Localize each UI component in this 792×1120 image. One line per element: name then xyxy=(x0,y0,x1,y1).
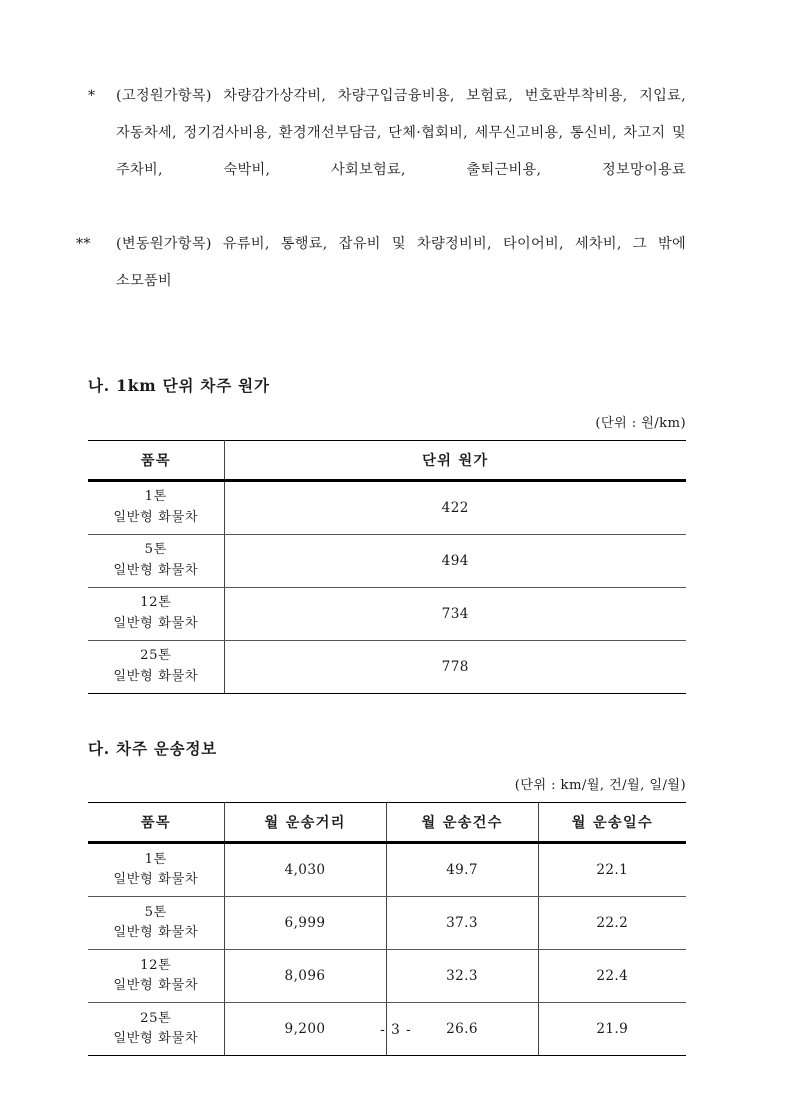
item-vehicle-type: 일반형 화물차 xyxy=(113,668,199,684)
cell-monthly-trips: 26.6 xyxy=(386,1003,538,1056)
cost-item-notes xyxy=(76,78,686,337)
cell-monthly-trips: 49.7 xyxy=(386,843,538,897)
item-tonnage: 25톤 xyxy=(140,1010,172,1026)
section-heading-transport-info: 다. 차주 운송정보 xyxy=(88,738,218,758)
column-header-item: 품목 xyxy=(88,803,224,843)
table-row xyxy=(88,897,686,950)
table-row xyxy=(88,534,686,587)
cell-unit-cost: 422 xyxy=(224,480,686,534)
cell-unit-cost: 494 xyxy=(224,534,686,587)
cell-monthly-days: 21.9 xyxy=(538,1003,686,1056)
unit-cost-table xyxy=(88,440,686,694)
cell-item xyxy=(88,950,224,1003)
note-variable-cost-items xyxy=(76,226,686,337)
cell-monthly-distance: 8,096 xyxy=(224,950,386,1003)
item-tonnage: 5톤 xyxy=(144,904,167,920)
item-tonnage: 5톤 xyxy=(144,542,167,558)
cell-monthly-days: 22.2 xyxy=(538,897,686,950)
note-marker-single-asterisk: * xyxy=(88,88,96,104)
note-marker-double-asterisk: ** xyxy=(76,236,91,252)
cell-unit-cost: 734 xyxy=(224,587,686,640)
unit-note-transport-info: (단위 : km/월, 건/월, 일/월) xyxy=(514,778,686,794)
item-vehicle-type: 일반형 화물차 xyxy=(113,872,199,888)
item-tonnage: 25톤 xyxy=(140,648,172,664)
cell-item xyxy=(88,640,224,693)
table-row xyxy=(88,480,686,534)
cell-item xyxy=(88,534,224,587)
cell-monthly-distance: 9,200 xyxy=(224,1003,386,1056)
note-fixed-cost-items xyxy=(88,78,686,226)
page-content xyxy=(76,78,686,1056)
table-row xyxy=(88,843,686,897)
table-row xyxy=(88,587,686,640)
page-number: - 3 - xyxy=(380,1022,412,1038)
section-heading-unit-cost: 나. 1km 단위 차주 원가 xyxy=(88,376,270,395)
table-header-row xyxy=(88,803,686,843)
item-vehicle-type: 일반형 화물차 xyxy=(113,925,199,941)
column-header-unit-cost: 단위 원가 xyxy=(224,440,686,480)
cell-item xyxy=(88,480,224,534)
item-tonnage: 1톤 xyxy=(144,489,167,505)
item-tonnage: 12톤 xyxy=(140,595,172,611)
item-vehicle-type: 일반형 화물차 xyxy=(113,978,199,994)
item-tonnage: 1톤 xyxy=(144,851,167,867)
cell-monthly-days: 22.1 xyxy=(538,843,686,897)
transport-info-table xyxy=(88,802,686,1056)
cell-monthly-distance: 6,999 xyxy=(224,897,386,950)
cell-unit-cost: 778 xyxy=(224,640,686,693)
column-header-monthly-distance: 월 운송거리 xyxy=(224,803,386,843)
column-header-item: 품목 xyxy=(88,440,224,480)
cell-monthly-days: 22.4 xyxy=(538,950,686,1003)
table-row xyxy=(88,640,686,693)
item-tonnage: 12톤 xyxy=(140,957,172,973)
cell-item xyxy=(88,897,224,950)
note-variable-cost-items-text: (변동원가항목) 유류비, 통행료, 잡유비 및 차량정비비, 타이어비, 세차비, 그 밖에 소모품비 xyxy=(116,236,686,289)
item-vehicle-type: 일반형 화물차 xyxy=(113,1031,199,1047)
cell-monthly-trips: 37.3 xyxy=(386,897,538,950)
cell-item xyxy=(88,843,224,897)
item-vehicle-type: 일반형 화물차 xyxy=(113,615,199,631)
unit-note-unit-cost: (단위 : 원/km) xyxy=(595,415,686,431)
cell-monthly-trips: 32.3 xyxy=(386,950,538,1003)
item-vehicle-type: 일반형 화물차 xyxy=(113,562,199,578)
column-header-monthly-trips: 월 운송건수 xyxy=(386,803,538,843)
note-fixed-cost-items-text: (고정원가항목) 차량감가상각비, 차량구입금융비용, 보험료, 번호판부착비용, 지입료, 자동차세, 정기검사비용, 환경개선부담금, 단체·협회비, 세무신고비용, 통신비, 차고지 및 주차비, 숙박비, 사회보험료, 출퇴근비용, 정보망이용료 xyxy=(116,88,686,178)
cell-item xyxy=(88,587,224,640)
cell-monthly-distance: 4,030 xyxy=(224,843,386,897)
column-header-monthly-days: 월 운송일수 xyxy=(538,803,686,843)
table-row xyxy=(88,950,686,1003)
item-vehicle-type: 일반형 화물차 xyxy=(113,509,199,525)
table-header-row xyxy=(88,440,686,480)
